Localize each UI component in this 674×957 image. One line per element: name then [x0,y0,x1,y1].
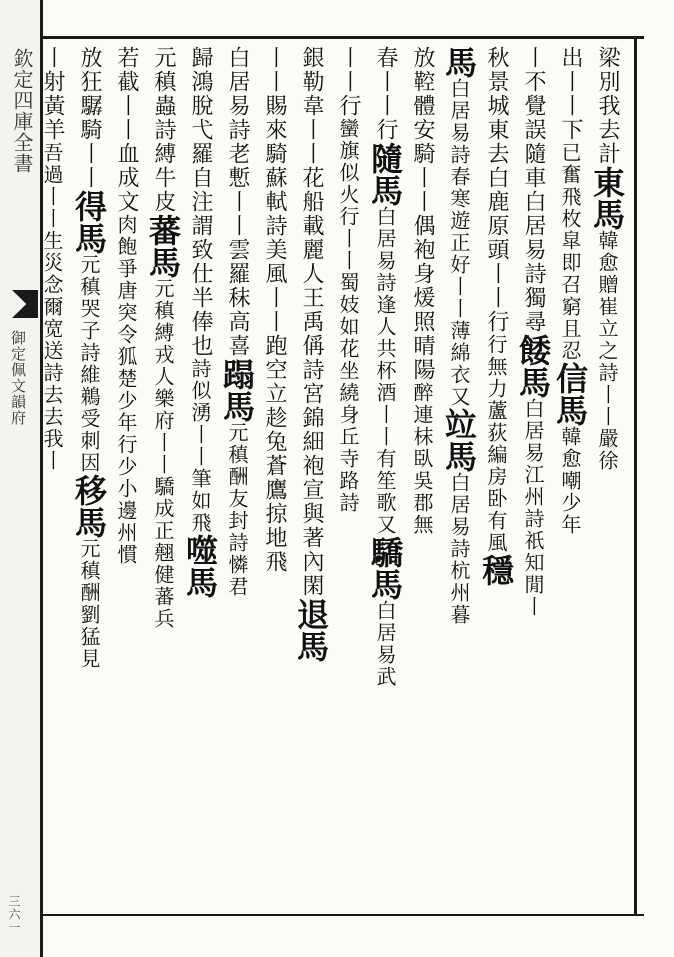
body-text: 銀勒韋丨丨花船載麗人王禹偁詩宮錦細袍宣與著內閑 [299,46,324,598]
text-column [588,46,630,906]
headword: 餧馬 [514,334,552,398]
annotation-text: 元稹縛戎人樂府丨丨驕成正翹健蕃兵 [151,278,175,630]
annotation-text: 元稹酬友封詩憐君 [225,422,249,598]
text-column [366,46,408,906]
text-column [408,46,445,906]
annotation-text: 行無力蘆荻編房卧有風 [484,334,508,554]
annotation-text: 韓愈贈崔立之詩丨丨嚴徐 [595,230,619,472]
annotation-text: 詩似湧丨丨筆如飛 [188,358,212,534]
annotation-text: 白居易詩春寒遊正好丨丨薄綿衣又 [447,78,471,408]
text-column [514,46,556,906]
volume-label: 欽定四庫全書 [10,48,34,174]
text-column [260,46,297,906]
body-text: 白居易詩老慙丨丨雲羅秣高喜 [225,46,250,358]
annotation-text: 元稹酬劉猛見 [77,538,101,670]
right-border-line [634,36,637,916]
body-text: 丨射黃羊 [40,46,65,142]
headword: 蕃馬 [144,214,182,278]
body-text: 秋景城東去白鹿原頭丨丨行 [484,46,509,334]
text-column [477,46,519,906]
body-text: 丨丨賜來騎蘇軾詩美風丨丨跑空立趁兔蒼鷹掠地飛 [262,46,287,574]
body-text: 梁別我去計 [595,46,620,166]
body-text: 放狂驏騎丨丨 [77,46,102,190]
text-column [551,46,593,906]
annotation-text: 已奮飛枚皐即召窮且忍 [558,142,582,362]
headword: 穩 [477,554,515,586]
annotation-text: 蠻旗似火行丨丨蜀妓如花坐繞身 [336,118,360,426]
body-text: 放鞚體安騎丨丨偶袍身煖照晴陽 [410,46,435,382]
top-border-line [40,36,644,39]
annotation-text: 吾過丨丨生災念爾宽 [40,142,64,340]
annotation-text: 送詩去去我丨 [40,340,64,472]
page-number: 三六一 [7,895,21,934]
annotation-text: 白居易詩逢人共杯酒丨丨有笙歌又 [373,206,397,536]
annotation-text: 白居易武 [373,600,397,688]
body-text: 歸鴻脫弋羅自注謂致仕半俸也 [188,46,213,358]
text-column [144,46,186,906]
text-column [218,46,260,906]
annotation-text: 丘寺路詩 [336,426,360,514]
annotation-text: 韓愈嘲少年 [558,426,582,536]
body-text: 元稹蟲詩縛牛皮 [151,46,176,214]
book-title: 御定佩文韻府 [9,330,27,426]
annotation-text: 白居易江州詩祇知閒丨 [521,398,545,618]
annotation-text: 元稹哭子詩維鵜受刺因 [77,254,101,474]
headword: 東馬 [588,166,626,230]
headword: 隨馬 [366,142,404,206]
text-column [112,46,149,906]
headword: 信馬 [551,362,589,426]
annotation-text: 肉飽爭唐突令狐楚少年行少小邊州慣 [114,214,138,566]
text-column [38,46,75,906]
headword: 驕馬 [366,536,404,600]
body-text: 丨丨行 [336,46,361,118]
headword: 退馬 [292,598,330,662]
bottom-border-line [40,914,644,916]
headword: 得馬 [70,190,108,254]
annotation-text: 白居易詩杭州暮 [447,472,471,626]
headword: 竝馬 [440,408,478,472]
annotation-text: 醉連枺臥吳郡無 [410,382,434,536]
text-column [181,46,223,906]
headword: 噬馬 [181,534,219,598]
text-column [292,46,334,906]
body-text: 若截丨丨血成文 [114,46,139,214]
body-text: 丨不覺誤隨車白居易詩獨尋 [521,46,546,334]
headword: 移馬 [70,474,108,538]
body-text: 春丨丨行 [373,46,398,142]
text-column [334,46,371,906]
text-column [440,46,482,906]
text-column [70,46,112,906]
headword: 蹋馬 [218,358,256,422]
body-text: 出丨丨下 [558,46,583,142]
headword: 馬 [440,46,478,78]
